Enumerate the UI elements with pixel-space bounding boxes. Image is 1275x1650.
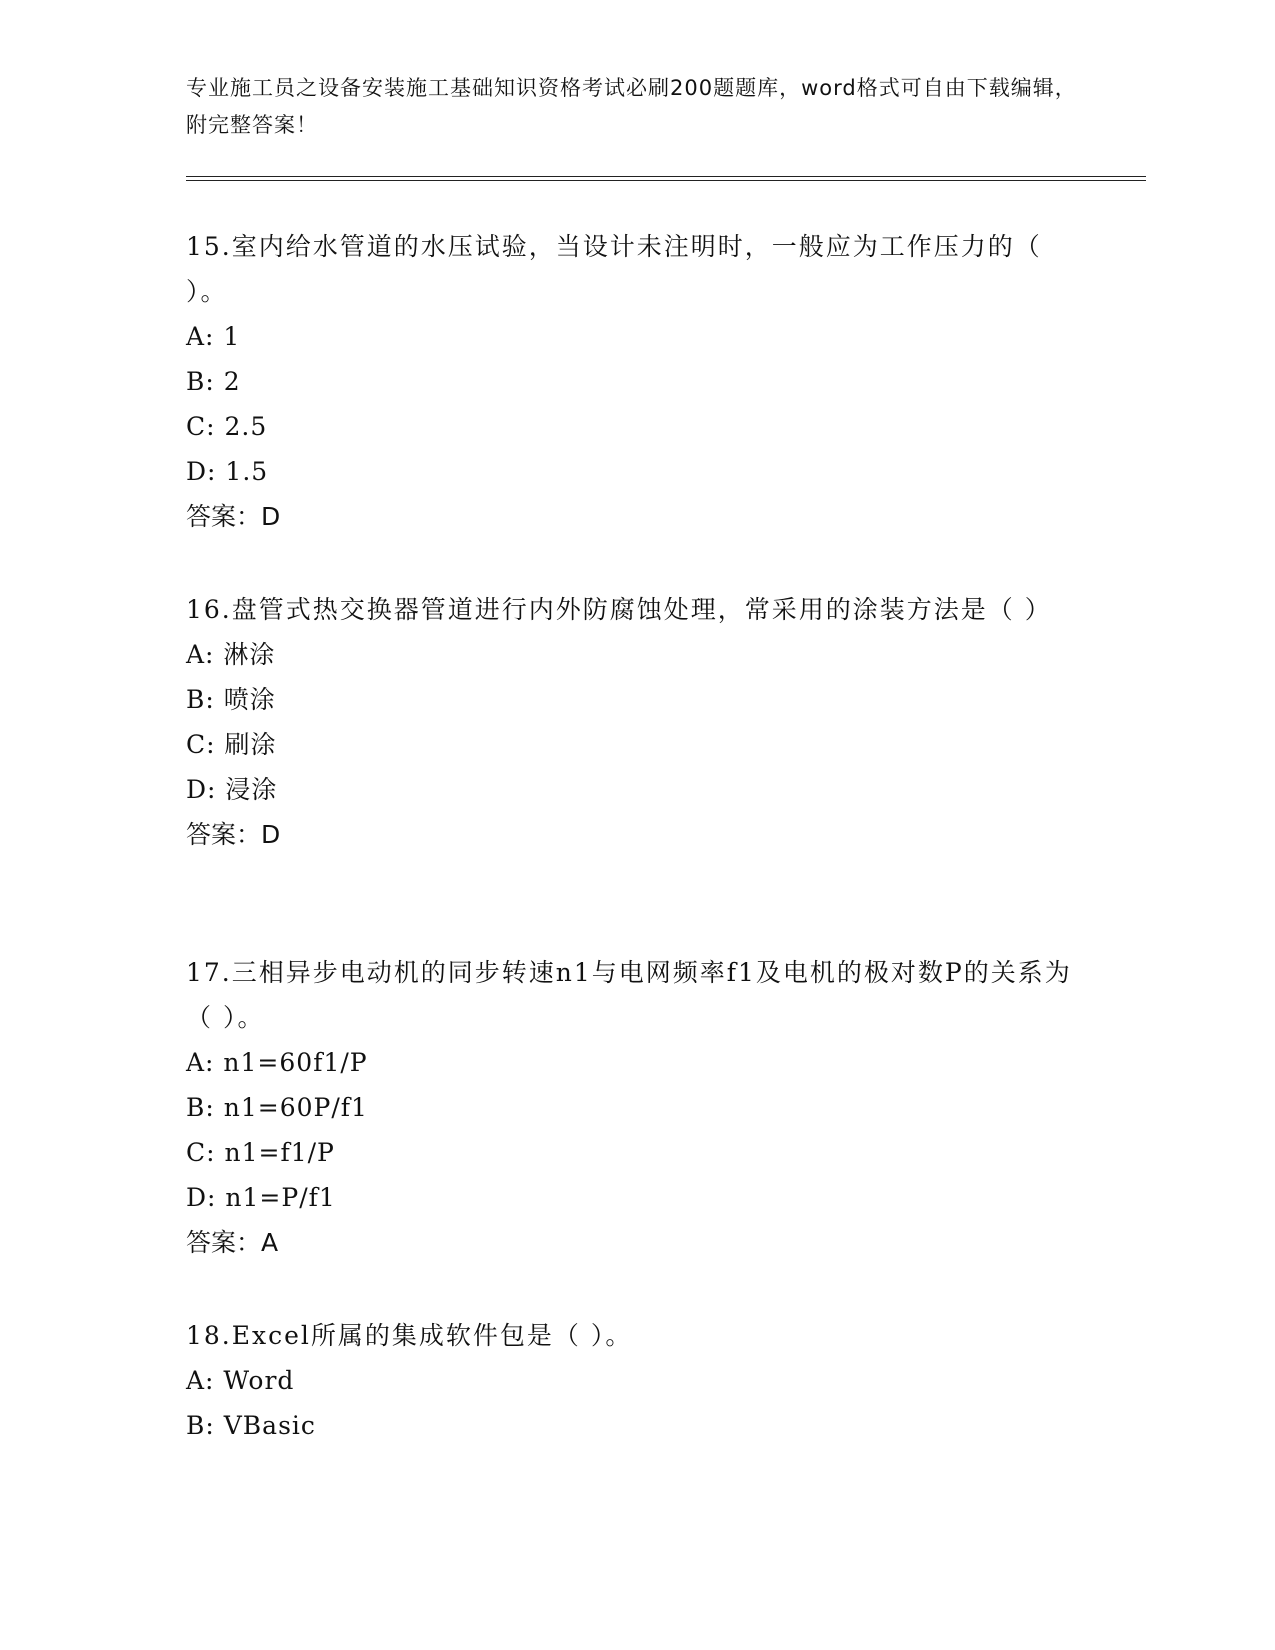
question-18 bbox=[186, 1313, 1086, 1448]
option-c: C: n1=f1/P bbox=[186, 1138, 335, 1167]
question-stem: 18.Excel所属的集成软件包是（ ）。 bbox=[186, 1321, 633, 1350]
option-c: C: 刷涂 bbox=[186, 730, 277, 759]
option-a: A: Word bbox=[186, 1366, 295, 1395]
answer-label: 答案：D bbox=[186, 502, 281, 531]
option-a: A: 淋涂 bbox=[186, 640, 276, 669]
option-b: B: n1=60P/f1 bbox=[186, 1093, 368, 1122]
option-d: D: n1=P/f1 bbox=[186, 1183, 336, 1212]
answer-label: 答案：D bbox=[186, 820, 281, 849]
header-divider bbox=[186, 176, 1146, 181]
option-c: C: 2.5 bbox=[186, 412, 268, 441]
question-stem: 17.三相异步电动机的同步转速n1与电网频率f1及电机的极对数P的关系为（ ）。 bbox=[186, 958, 1072, 1032]
option-b: B: VBasic bbox=[186, 1411, 316, 1440]
option-a: A: 1 bbox=[186, 322, 241, 351]
question-17 bbox=[186, 950, 1086, 1265]
question-16 bbox=[186, 587, 1086, 857]
option-b: B: 2 bbox=[186, 367, 241, 396]
question-stem: 15.室内给水管道的水压试验，当设计未注明时，一般应为工作压力的（ ）。 bbox=[186, 232, 1042, 306]
option-d: D: 浸涂 bbox=[186, 775, 278, 804]
question-15 bbox=[186, 224, 1086, 539]
option-b: B: 喷涂 bbox=[186, 685, 276, 714]
option-d: D: 1.5 bbox=[186, 457, 269, 486]
document-title: 专业施工员之设备安装施工基础知识资格考试必刷200题题库，word格式可自由下载编辑，附完整答案！ bbox=[186, 76, 1077, 137]
option-a: A: n1=60f1/P bbox=[186, 1048, 368, 1077]
question-stem: 16.盘管式热交换器管道进行内外防腐蚀处理，常采用的涂装方法是（ ） bbox=[186, 595, 1052, 624]
answer-label: 答案：A bbox=[186, 1228, 279, 1257]
